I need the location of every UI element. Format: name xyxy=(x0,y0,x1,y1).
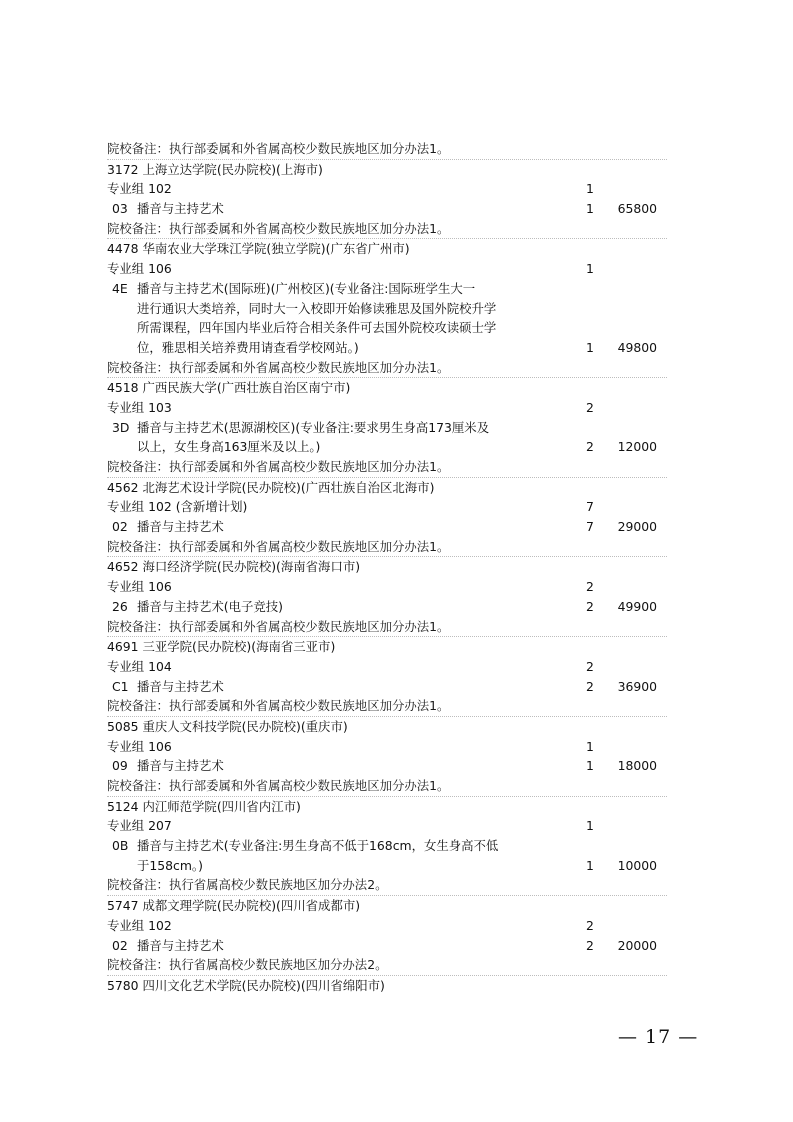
school-note xyxy=(107,139,667,159)
major-name: 播音与主持艺术(电子竞技) xyxy=(137,598,283,614)
school-header xyxy=(107,557,667,577)
group-label: 专业组 207 xyxy=(107,818,172,834)
major-group xyxy=(107,737,667,757)
major-code: 4E xyxy=(112,280,128,296)
school-header xyxy=(107,797,667,817)
major-name: 播音与主持艺术 xyxy=(137,678,224,694)
major-group xyxy=(107,657,667,677)
plan-count: 1 xyxy=(586,201,594,217)
plan-count: 1 xyxy=(586,261,594,277)
note-text: 院校备注：执行部委属和外省属高校少数民族地区加分办法1。 xyxy=(107,778,450,793)
plan-count: 1 xyxy=(586,758,594,774)
major-row xyxy=(107,836,667,856)
major-remark-continued xyxy=(107,299,667,319)
major-remark-continued xyxy=(107,437,667,457)
tuition-fee: 12000 xyxy=(617,439,657,455)
major-row xyxy=(107,279,667,299)
tuition-fee: 10000 xyxy=(617,857,657,873)
school-header xyxy=(107,976,667,996)
school-header xyxy=(107,239,667,259)
major-code: 26 xyxy=(112,598,128,614)
plan-count: 2 xyxy=(586,579,594,595)
school-name: 5085 重庆人文科技学院(民办院校)(重庆市) xyxy=(107,718,348,734)
tuition-fee: 18000 xyxy=(617,758,657,774)
major-group xyxy=(107,179,667,199)
note-text: 院校备注：执行省属高校少数民族地区加分办法2。 xyxy=(107,877,388,893)
school-note xyxy=(107,955,667,975)
remark-text: 所需课程，四年国内毕业后符合相关条件可去国外院校攻读硕士学 xyxy=(137,320,497,336)
page-number: — 17 — xyxy=(618,1026,699,1048)
major-name: 播音与主持艺术 xyxy=(137,201,224,217)
plan-count: 2 xyxy=(586,937,594,953)
school-name: 3172 上海立达学院(民办院校)(上海市) xyxy=(107,161,323,177)
plan-count: 1 xyxy=(586,181,594,197)
note-text: 院校备注：执行部委属和外省属高校少数民族地区加分办法1。 xyxy=(107,698,450,714)
plan-count: 2 xyxy=(586,678,594,694)
major-group xyxy=(107,259,667,279)
note-text: 院校备注：执行部委属和外省属高校少数民族地区加分办法1。 xyxy=(107,538,450,554)
major-code: 0B xyxy=(112,838,129,854)
school-name: 5124 内江师范学院(四川省内江市) xyxy=(107,798,301,814)
admission-plan-list xyxy=(107,139,667,996)
major-row xyxy=(107,677,667,697)
group-label: 专业组 104 xyxy=(107,658,172,674)
tuition-fee: 36900 xyxy=(617,678,657,694)
major-row xyxy=(107,756,667,776)
note-text: 院校备注：执行部委属和外省属高校少数民族地区加分办法1。 xyxy=(107,459,450,474)
plan-count: 1 xyxy=(586,738,594,754)
group-label: 专业组 106 xyxy=(107,579,172,595)
plan-count: 1 xyxy=(586,818,594,834)
plan-count: 2 xyxy=(586,598,594,614)
group-label: 专业组 102 (含新增计划) xyxy=(107,499,248,515)
school-note xyxy=(107,358,667,378)
plan-count: 7 xyxy=(586,499,594,515)
school-name: 4518 广西民族大学(广西壮族自治区南宁市) xyxy=(107,380,351,396)
group-label: 专业组 106 xyxy=(107,738,172,754)
school-header xyxy=(107,160,667,180)
major-group xyxy=(107,916,667,936)
tuition-fee: 49800 xyxy=(617,339,657,355)
tuition-fee: 29000 xyxy=(617,519,657,535)
group-label: 专业组 102 xyxy=(107,917,172,933)
note-text: 院校备注：执行部委属和外省属高校少数民族地区加分办法1。 xyxy=(107,359,450,375)
major-group xyxy=(107,398,667,418)
major-group xyxy=(107,577,667,597)
major-group xyxy=(107,497,667,517)
school-header xyxy=(107,478,667,498)
major-code: 03 xyxy=(112,201,128,217)
school-name: 4691 三亚学院(民办院校)(海南省三亚市) xyxy=(107,639,336,655)
note-text: 院校备注：执行省属高校少数民族地区加分办法2。 xyxy=(107,957,388,973)
major-row xyxy=(107,199,667,219)
school-note xyxy=(107,537,667,557)
school-note xyxy=(107,219,667,239)
school-name: 4562 北海艺术设计学院(民办院校)(广西壮族自治区北海市) xyxy=(107,479,435,495)
major-name: 播音与主持艺术(专业备注:男生身高不低于168cm，女生身高不低 xyxy=(137,838,499,854)
school-header xyxy=(107,378,667,398)
remark-text: 以上，女生身高163厘米及以上。) xyxy=(137,439,321,455)
remark-text: 于158cm。) xyxy=(137,857,203,873)
remark-text: 位，雅思相关培养费用请查看学校网站。) xyxy=(137,339,359,355)
group-label: 专业组 103 xyxy=(107,399,172,415)
major-remark-continued xyxy=(107,338,667,358)
plan-count: 2 xyxy=(586,658,594,674)
major-row xyxy=(107,418,667,438)
note-text: 院校备注：执行部委属和外省属高校少数民族地区加分办法1。 xyxy=(107,220,450,236)
school-name: 5780 四川文化艺术学院(民办院校)(四川省绵阳市) xyxy=(107,977,385,993)
tuition-fee: 20000 xyxy=(617,937,657,953)
major-name: 播音与主持艺术 xyxy=(137,758,224,774)
major-remark-continued xyxy=(107,318,667,338)
group-label: 专业组 102 xyxy=(107,181,172,197)
major-code: 09 xyxy=(112,758,128,774)
major-name: 播音与主持艺术(思源湖校区)(专业备注:要求男生身高173厘米及 xyxy=(137,419,490,435)
plan-count: 1 xyxy=(586,857,594,873)
school-note xyxy=(107,875,667,895)
school-header xyxy=(107,717,667,737)
school-note xyxy=(107,696,667,716)
major-code: 3D xyxy=(112,419,130,435)
plan-count: 2 xyxy=(586,917,594,933)
tuition-fee: 49900 xyxy=(617,598,657,614)
plan-count: 2 xyxy=(586,439,594,455)
major-code: C1 xyxy=(112,678,129,694)
note-text: 院校备注：执行部委属和外省属高校少数民族地区加分办法1。 xyxy=(107,141,450,156)
major-remark-continued xyxy=(107,856,667,876)
school-name: 4652 海口经济学院(民办院校)(海南省海口市) xyxy=(107,559,361,575)
group-label: 专业组 106 xyxy=(107,261,172,277)
major-name: 播音与主持艺术 xyxy=(137,519,224,535)
major-row xyxy=(107,597,667,617)
note-text: 院校备注：执行部委属和外省属高校少数民族地区加分办法1。 xyxy=(107,618,450,634)
school-header xyxy=(107,637,667,657)
major-name: 播音与主持艺术 xyxy=(137,937,224,953)
plan-count: 1 xyxy=(586,339,594,355)
plan-count: 7 xyxy=(586,519,594,535)
school-header xyxy=(107,896,667,916)
tuition-fee: 65800 xyxy=(617,201,657,217)
major-group xyxy=(107,816,667,836)
school-name: 5747 成都文理学院(民办院校)(四川省成都市) xyxy=(107,898,361,914)
major-row xyxy=(107,517,667,537)
remark-text: 进行通识大类培养，同时大一入校即开始修读雅思及国外院校升学 xyxy=(137,300,497,316)
plan-count: 2 xyxy=(586,399,594,415)
major-code: 02 xyxy=(112,519,128,535)
school-note xyxy=(107,617,667,637)
major-code: 02 xyxy=(112,937,128,953)
school-note xyxy=(107,776,667,796)
school-note xyxy=(107,457,667,477)
school-name: 4478 华南农业大学珠江学院(独立学院)(广东省广州市) xyxy=(107,241,410,257)
major-row xyxy=(107,936,667,956)
major-name: 播音与主持艺术(国际班)(广州校区)(专业备注:国际班学生大一 xyxy=(137,280,476,296)
